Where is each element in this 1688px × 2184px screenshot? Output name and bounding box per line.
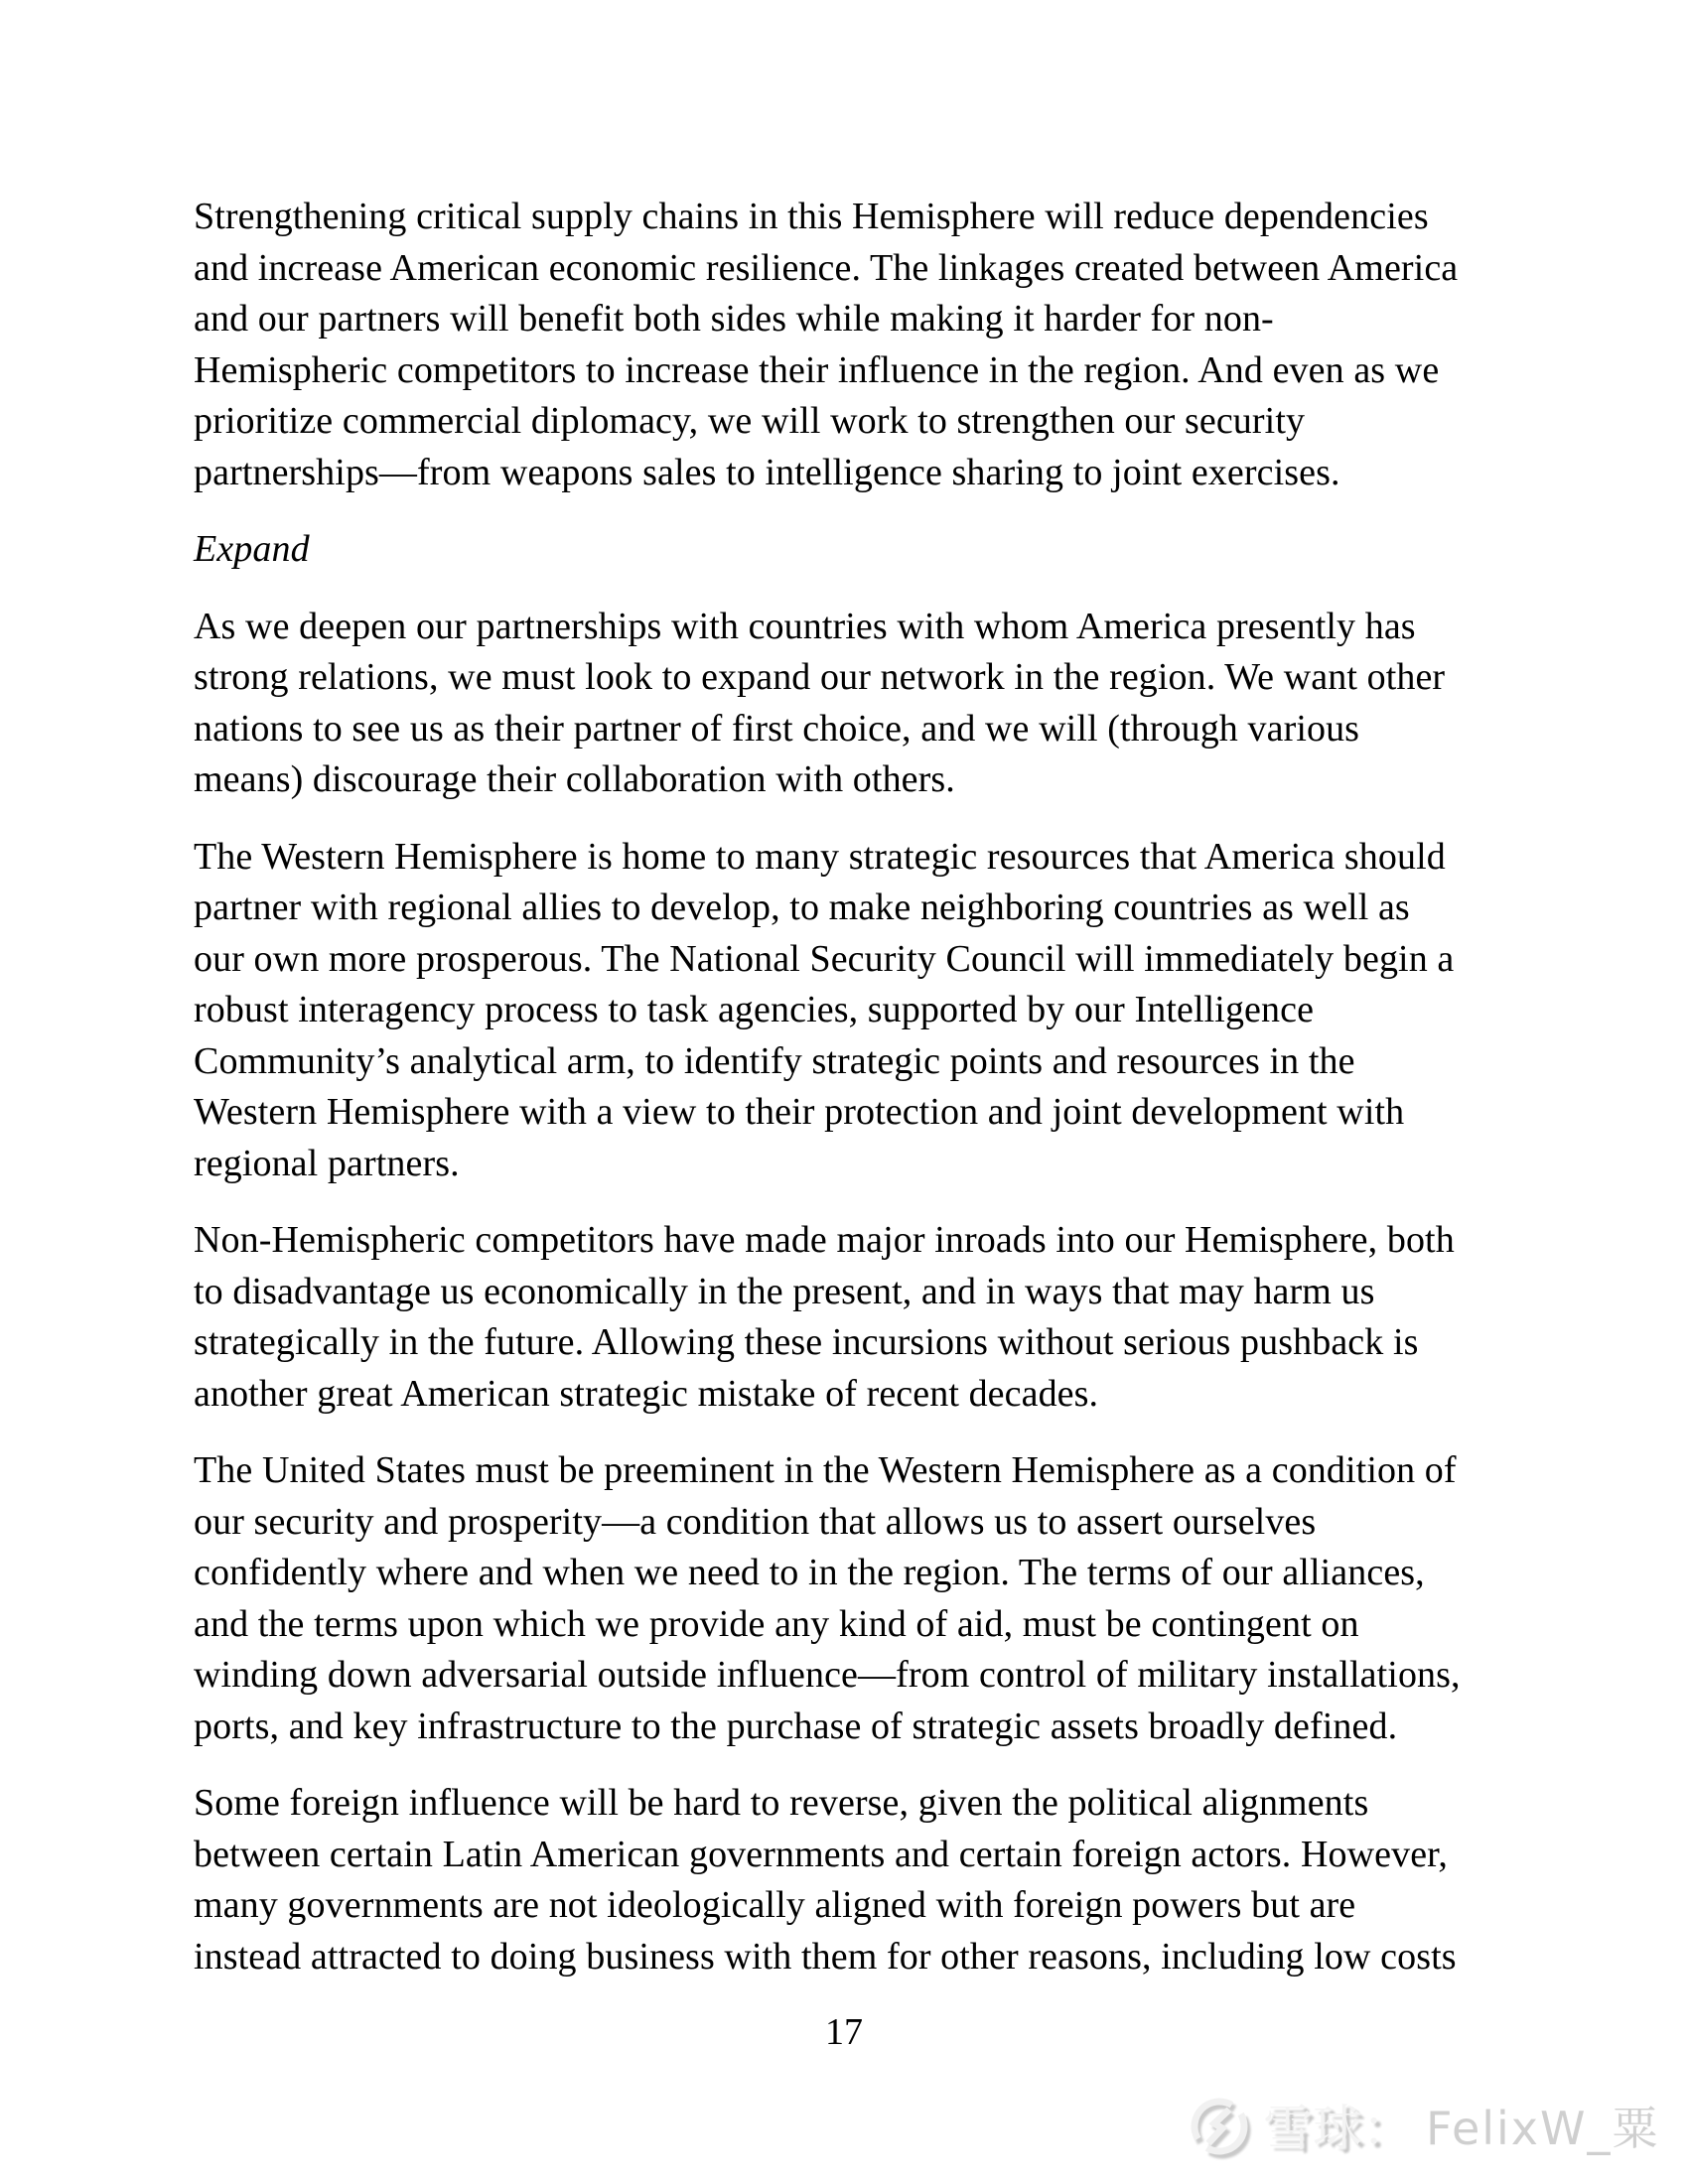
paragraph-competitor-inroads: Non-Hemispheric competitors have made major inroads into our Hemisphere, both to disadvantage us economically in the present, and in ways that may harm us strategically in the future. Allowing these incursions without serious pushback is another great American strategic mistake of recent decades. xyxy=(194,1219,1455,1415)
watermark-site-name: 雪球： xyxy=(1263,2100,1412,2157)
paragraph-supply-chains: Strengthening critical supply chains in this Hemisphere will reduce dependencies and increase American economic resilience. The linkages created between America and our partners will benefit both sides while making it harder for non- Hemispheric competitors to increase their influence in the region. And even as we prioritize commercial diplomacy, we will work to strengthen our security partnerships—from weapons sales to intelligence sharing to joint exercises. xyxy=(194,196,1459,493)
paragraph-strategic-resources: The Western Hemisphere is home to many strategic resources that America should partner with regional allies to develop, to make neighboring countries as well as our own more prosperous. The National Security Council will immediately begin a robust interagency process to task agencies, supported by our Intelligence Community’s analytical arm, to identify strategic points and resources in the Western Hemisphere with a view to their protection and joint development with regional partners. xyxy=(194,835,1455,1184)
document-text-block xyxy=(194,192,1584,2008)
xueqiu-snowball-icon xyxy=(1190,2096,1249,2162)
watermark xyxy=(1190,2093,1660,2164)
paragraph-foreign-influence: Some foreign influence will be hard to reverse, given the political alignments between certain Latin American governments and certain foreign actors. However, many governments are not ideologically aligned with foreign powers but are instead attracted to doing business with them for other reasons, including low costs xyxy=(194,1782,1457,1978)
watermark-username: FelixW_粟 xyxy=(1426,2102,1660,2155)
paragraph-us-preeminence: The United States must be preeminent in the Western Hemisphere as a condition of our security and prosperity—a condition that allows us to assert ourselves confidently where and when we need to in the region. The terms of our alliances, and the terms upon which we provide any kind of aid, must be contingent on winding down adversarial outside influence—from control of military installations, ports, and key infrastructure to the purchase of strategic assets broadly defined. xyxy=(194,1449,1461,1747)
section-heading-expand: Expand xyxy=(194,528,310,570)
paragraph-deepen-partnerships: As we deepen our partnerships with countries with whom America presently has strong relations, we must look to expand our network in the region. We want other nations to see us as their partner of first choice, and we will (through various means) discourage their collaboration with others. xyxy=(194,605,1446,800)
page-number: 17 xyxy=(825,2011,863,2053)
